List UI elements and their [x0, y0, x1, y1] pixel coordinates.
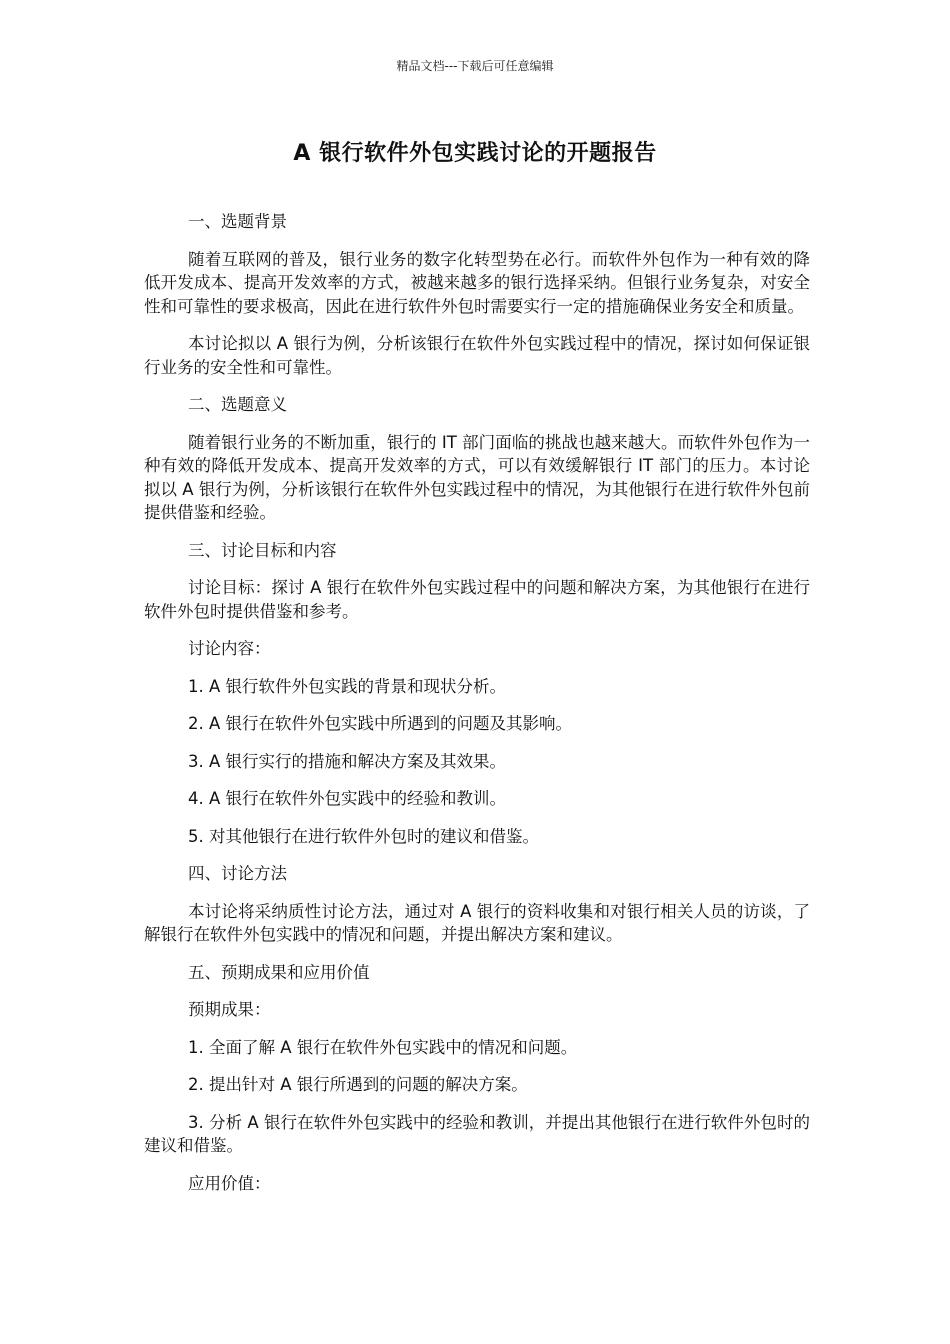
- paragraph-goal: 讨论目标：探讨 A 银行在软件外包实践过程中的问题和解决方案，为其他银行在进行软件外包时提供借鉴和参考。: [144, 578, 810, 621]
- paragraph-background-1: 随着互联网的普及，银行业务的数字化转型势在必行。而软件外包作为一种有效的降低开发成本、提高开发效率的方式，被越来越多的银行选择采纳。但银行业务复杂，对安全性和可靠性的要求极高，因此在进行软件外包时需要实行一定的措施确保业务安全和质量。: [144, 249, 810, 316]
- page-header: 精品文档---下载后可任意编辑: [396, 59, 554, 73]
- list-item: 1. A 银行软件外包实践的背景和现状分析。: [188, 676, 507, 696]
- value-label: 应用价值：: [188, 1173, 271, 1193]
- paragraph-background-2: 本讨论拟以 A 银行为例，分析该银行在软件外包实践过程中的情况，探讨如何保证银行业务的安全性和可靠性。: [144, 334, 810, 377]
- list-item: 2. A 银行在软件外包实践中所遇到的问题及其影响。: [188, 714, 573, 733]
- list-item: 3. A 银行实行的措施和解决方案及其效果。: [188, 751, 507, 771]
- section-heading-goals: 三、讨论目标和内容: [188, 540, 337, 560]
- paragraph-significance: 随着银行业务的不断加重，银行的 IT 部门面临的挑战也越来越大。而软件外包作为一种有效的降低开发成本、提高开发效率的方式，可以有效缓解银行 IT 部门的压力。本讨论拟以 A 银行为例，分析该银行在软件外包实践过程中的情况，为其他银行在进行软件外包前提供借鉴和经验。: [144, 432, 810, 522]
- list-item: 4. A 银行在软件外包实践中的经验和教训。: [188, 789, 507, 808]
- section-heading-results: 五、预期成果和应用价值: [188, 962, 370, 982]
- section-heading-significance: 二、选题意义: [188, 395, 287, 414]
- document-body: [144, 210, 810, 1209]
- section-heading-background: 一、选题背景: [188, 212, 287, 231]
- content-label: 讨论内容：: [188, 639, 271, 658]
- list-item: 3. 分析 A 银行在软件外包实践中的经验和教训，并提出其他银行在进行软件外包时的建议和借鉴。: [144, 1112, 810, 1155]
- document-title: A 银行软件外包实践讨论的开题报告: [293, 141, 657, 166]
- paragraph-method: 本讨论将采纳质性讨论方法，通过对 A 银行的资料收集和对银行相关人员的访谈，了解银行在软件外包实践中的情况和问题，并提出解决方案和建议。: [144, 901, 810, 944]
- list-item: 1. 全面了解 A 银行在软件外包实践中的情况和问题。: [188, 1037, 578, 1057]
- section-heading-method: 四、讨论方法: [188, 864, 287, 883]
- list-item: 2. 提出针对 A 银行所遇到的问题的解决方案。: [188, 1075, 528, 1094]
- results-label: 预期成果：: [188, 1000, 271, 1019]
- list-item: 5. 对其他银行在进行软件外包时的建议和借鉴。: [188, 826, 539, 846]
